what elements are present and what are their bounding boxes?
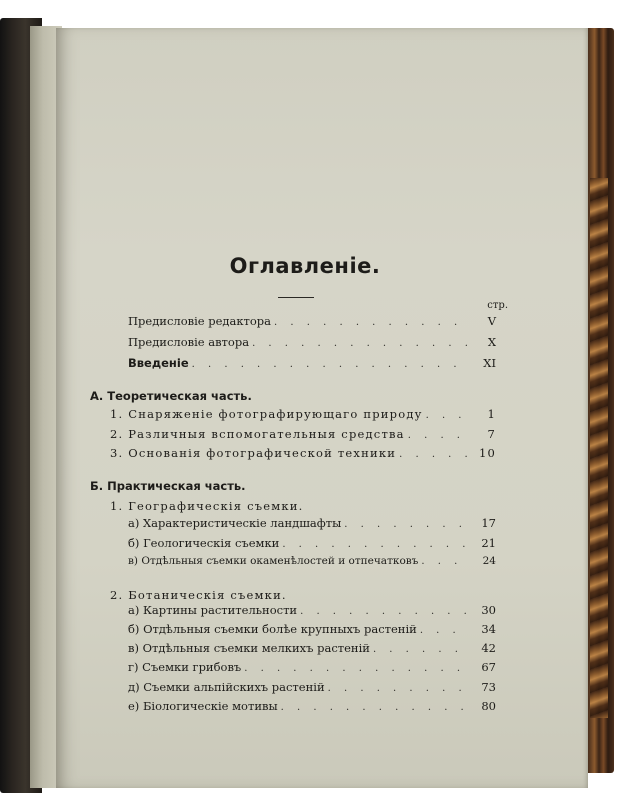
toc-entry-page: 73: [481, 680, 496, 694]
toc-entry-label: е) Біологическіе мотивы: [128, 699, 278, 713]
toc-entry: [128, 622, 496, 638]
toc-entry: [110, 407, 496, 423]
toc-entry-label: б) Геологическія съемки: [128, 536, 280, 550]
toc-entry-page: 7: [487, 427, 496, 441]
toc-entry-page: 1: [487, 407, 496, 421]
toc-entry-page: 42: [481, 641, 496, 655]
toc-entry-label: в) Отдѣльныя съемки мелкихъ растеній: [128, 641, 370, 655]
toc-entry-page: 34: [481, 622, 496, 636]
toc-entry-page: 67: [481, 660, 496, 674]
leader-dots: [252, 338, 467, 349]
toc-entry-label: б) Отдѣльныя съемки болѣе крупныхъ растеній: [128, 622, 417, 636]
leader-dots: [344, 519, 467, 530]
leader-dots: [426, 410, 467, 421]
toc-entry: [128, 536, 496, 552]
toc-entry-label: 3. Основанія фотографической техники: [110, 446, 397, 460]
toc-entry: [128, 699, 496, 715]
toc-entry-page: X: [487, 335, 496, 349]
toc-entry: [128, 356, 496, 372]
toc-entry-label: Введеніе: [128, 356, 189, 370]
toc-entry-label: а) Характеристическіе ландшафты: [128, 516, 342, 530]
leader-dots: [274, 317, 467, 328]
leader-dots: [192, 359, 467, 370]
part-a-heading: А. Теоретическая часть.: [90, 389, 252, 403]
toc-entry-page: 24: [482, 555, 496, 567]
leader-dots: [420, 625, 467, 636]
toc-entry-page: 30: [481, 603, 496, 617]
toc-entry-label: г) Съемки грибовъ: [128, 660, 242, 674]
toc-entry: [110, 446, 496, 462]
leader-dots: [328, 683, 467, 694]
toc-entry-label: в) Отдѣльныя съемки окаменѣлостей и отпечатковъ: [128, 555, 419, 567]
toc-entry: [128, 660, 496, 676]
leader-dots: [244, 663, 467, 674]
leader-dots: [399, 449, 467, 460]
toc-entry-label: Предисловіе редактора: [128, 314, 272, 328]
toc-entry: [128, 680, 496, 696]
toc-entry-page: 10: [478, 446, 496, 460]
leader-dots: [408, 430, 467, 441]
toc-entry-label: 1. Снаряженіе фотографирующаго природу: [110, 407, 423, 421]
toc-entry: [110, 427, 496, 443]
section-heading: 1. Географическія съемки.: [110, 499, 304, 513]
part-b-heading: Б. Практическая часть.: [90, 479, 246, 493]
toc-entry: [128, 603, 496, 619]
page-title: Оглавленіе.: [229, 254, 381, 278]
toc-entry-page: 17: [481, 516, 496, 530]
toc-entry-label: д) Съемки альпійскихъ растеній: [128, 680, 325, 694]
toc-entry-page: 80: [481, 699, 496, 713]
leader-dots: [282, 539, 467, 550]
toc-entry: [128, 641, 496, 657]
toc-entry-label: а) Картины растительности: [128, 603, 298, 617]
toc-entry-label: Предисловіе автора: [128, 335, 250, 349]
title-divider: [278, 297, 314, 298]
toc-entry-page: XI: [483, 356, 496, 370]
toc-entry: [128, 314, 496, 330]
toc-entry-label: 2. Различныя вспомогательныя средства: [110, 427, 405, 441]
toc-entry: [128, 335, 496, 351]
toc-entry: [128, 555, 496, 571]
section-heading: 2. Ботаническія съемки.: [110, 588, 287, 602]
toc-entry-page: 21: [481, 536, 496, 550]
leader-dots: [281, 702, 467, 713]
toc-entry-page: V: [487, 314, 496, 328]
page-column-label: стр.: [487, 300, 508, 311]
leader-dots: [300, 606, 467, 617]
toc-entry: [128, 516, 496, 532]
leader-dots: [373, 644, 467, 655]
leader-dots: [421, 556, 467, 567]
